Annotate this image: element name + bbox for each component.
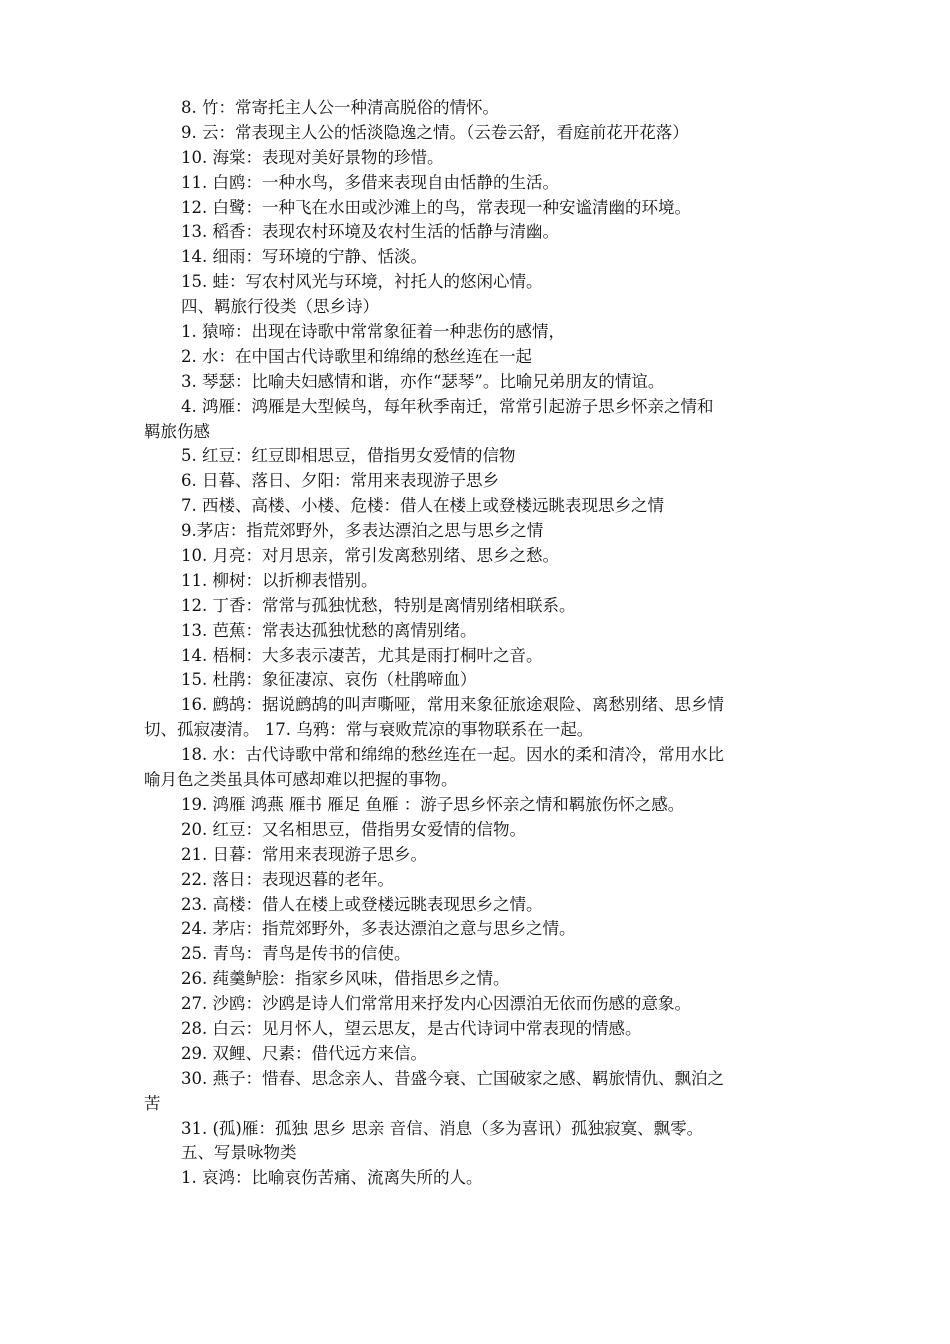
text-line: 11. 白鸥：一种水鸟，多借来表现自由恬静的生活。 — [181, 172, 559, 192]
text-line: 喻月色之类虽具体可感却难以把握的事物。 — [144, 770, 458, 790]
text-line: 10. 海棠：表现对美好景物的珍惜。 — [181, 147, 444, 167]
text-line: 21. 日暮：常用来表现游子思乡。 — [181, 844, 427, 864]
text-line: 30. 燕子：惜春、思念亲人、昔盛今衰、亡国破家之感、羁旅情仇、飘泊之 — [181, 1068, 724, 1088]
text-line: 28. 白云：见月怀人，望云思友，是古代诗词中常表现的情感。 — [181, 1018, 642, 1038]
text-line: 16. 鹧鸪：据说鹧鸪的叫声嘶哑，常用来象征旅途艰险、离愁别绪、思乡情 — [181, 695, 724, 715]
text-line: 切、孤寂凄清。 17. 乌鸦：常与衰败荒凉的事物联系在一起。 — [144, 720, 594, 740]
text-line: 25. 青鸟：青鸟是传书的信使。 — [181, 944, 411, 964]
text-line: 羁旅伤感 — [144, 421, 210, 441]
text-line: 4. 鸿雁：鸿雁是大型候鸟，每年秋季南迁，常常引起游子思乡怀亲之情和 — [181, 396, 714, 416]
document-page — [144, 96, 814, 1191]
text-line: 23. 高楼：借人在楼上或登楼远眺表现思乡之情。 — [181, 894, 543, 914]
text-line: 五、写景咏物类 — [181, 1143, 297, 1163]
text-line: 5. 红豆：红豆即相思豆，借指男女爱情的信物 — [181, 446, 516, 466]
text-line: 1. 哀鸿：比喻哀伤苦痛、流离失所的人。 — [181, 1168, 483, 1188]
text-line: 9.茅店：指荒郊野外，多表达漂泊之思与思乡之情 — [181, 521, 544, 541]
text-line: 2. 水：在中国古代诗歌里和绵绵的愁丝连在一起 — [181, 346, 532, 366]
text-line: 22. 落日：表现迟暮的老年。 — [181, 869, 394, 889]
text-line: 18. 水：古代诗歌中常和绵绵的愁丝连在一起。因水的柔和清冷，常用水比 — [181, 745, 724, 765]
text-line: 20. 红豆：又名相思豆，借指男女爱情的信物。 — [181, 819, 526, 839]
text-line: 29. 双鲤、尺素：借代远方来信。 — [181, 1043, 427, 1063]
text-line: 19. 鸿雁 鸿燕 雁书 雁足 鱼雁 ：游子思乡怀亲之情和羁旅伤怀之感。 — [181, 794, 685, 814]
text-line: 14. 梧桐：大多表示凄苦，尤其是雨打桐叶之音。 — [181, 645, 543, 665]
text-line: 8. 竹：常寄托主人公一种清高脱俗的情怀。 — [181, 98, 499, 117]
text-line: 7. 西楼、高楼、小楼、危楼：借人在楼上或登楼远眺表现思乡之情 — [181, 496, 664, 516]
text-line: 15. 蛙：写农村风光与环境，衬托人的悠闲心情。 — [181, 272, 543, 292]
text-line: 四、羁旅行役类（思乡诗） — [181, 297, 379, 317]
text-line: 苦 — [144, 1093, 161, 1113]
text-line: 24. 茅店：指荒郊野外，多表达漂泊之意与思乡之情。 — [181, 919, 576, 939]
text-line: 13. 芭蕉：常表达孤独忧愁的离情别绪。 — [181, 620, 477, 640]
text-line: 12. 白鹭：一种飞在水田或沙滩上的鸟，常表现一种安谧清幽的环境。 — [181, 197, 691, 217]
text-line: 13. 稻香：表现农村环境及农村生活的恬静与清幽。 — [181, 222, 559, 242]
text-line: 10. 月亮：对月思亲，常引发离愁别绪、思乡之愁。 — [181, 546, 559, 566]
text-line: 14. 细雨：写环境的宁静、恬淡。 — [181, 247, 427, 267]
text-line: 9. 云：常表现主人公的恬淡隐逸之情。（云卷云舒，看庭前花开花落） — [181, 122, 689, 142]
text-line: 31. (孤)雁：孤独 思乡 思亲 音信、消息（多为喜讯）孤独寂寞、飘零。 — [181, 1118, 704, 1138]
text-line: 3. 琴瑟：比喻夫妇感情和谐，亦作“瑟琴”。比喻兄弟朋友的情谊。 — [181, 371, 665, 391]
text-line: 12. 丁香：常常与孤独忧愁，特别是离情别绪相联系。 — [181, 595, 576, 615]
text-line: 26. 莼羹鲈脍：指家乡风味，借指思乡之情。 — [181, 969, 510, 989]
text-line: 15. 杜鹃：象征凄凉、哀伤（杜鹃啼血） — [181, 670, 477, 690]
text-line: 11. 柳树：以折柳表惜别。 — [181, 570, 378, 590]
text-line: 1. 猿啼：出现在诗歌中常常象征着一种悲伤的感情， — [181, 322, 565, 342]
text-line: 6. 日暮、落日、夕阳：常用来表现游子思乡 — [181, 471, 499, 491]
text-line: 27. 沙鸥：沙鸥是诗人们常常用来抒发内心因漂泊无依而伤感的意象。 — [181, 994, 691, 1014]
